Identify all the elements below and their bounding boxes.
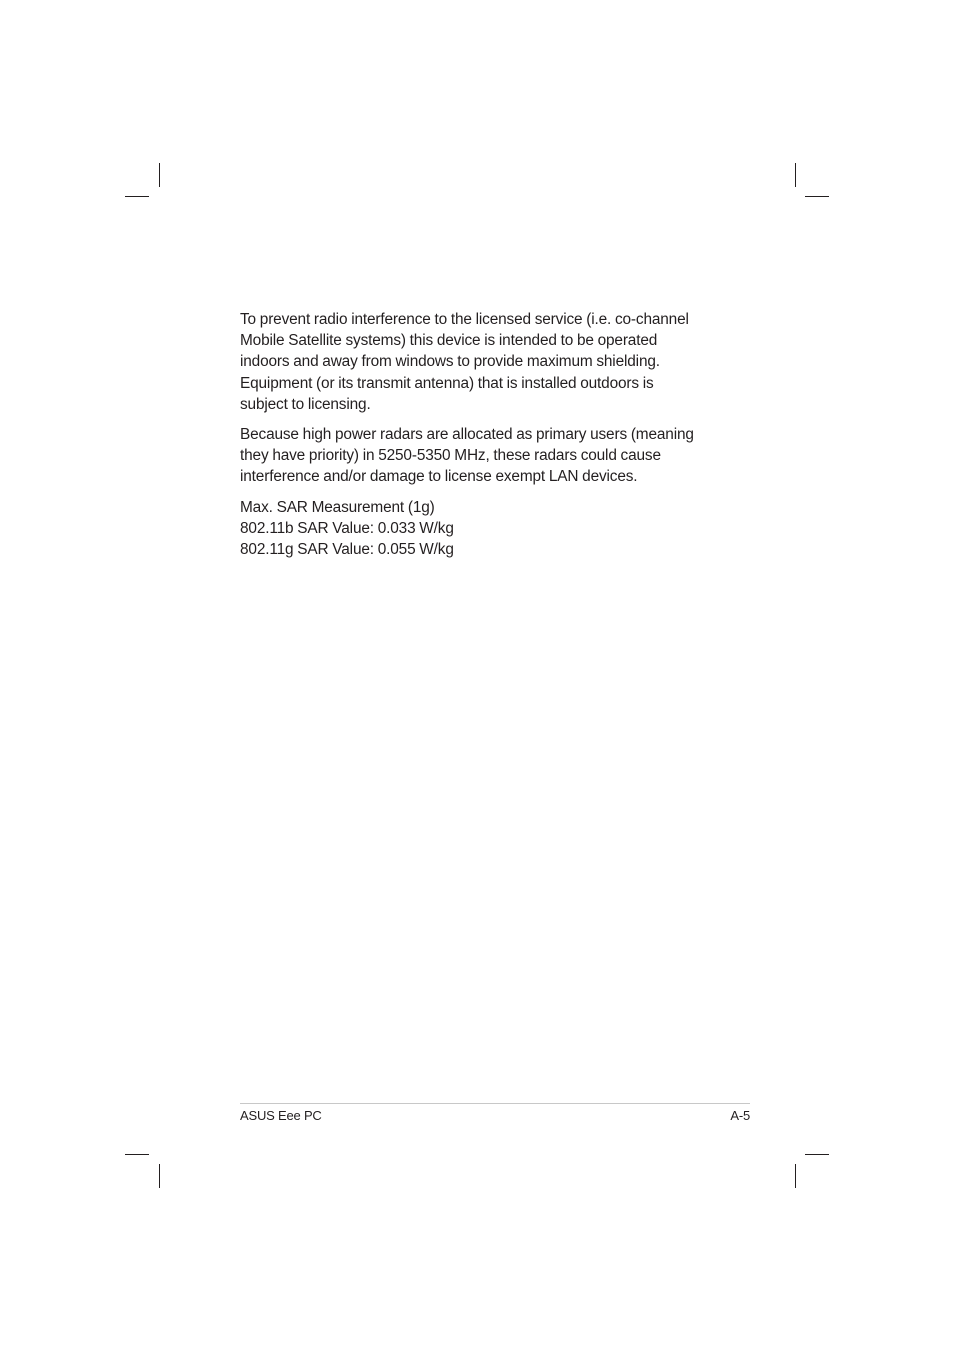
text-line: they have priority) in 5250-5350 MHz, these radars could cause [240,447,661,465]
paragraph-sar-values [240,497,718,561]
crop-mark-bottom-left-vertical [159,1164,160,1188]
paragraph-high-power-radars [240,424,718,488]
text-line: Equipment (or its transmit antenna) that is installed outdoors is [240,374,654,392]
text-line: Mobile Satellite systems) this device is intended to be operated [240,332,658,350]
crop-mark-top-right-vertical [795,163,796,187]
text-line: interference and/or damage to license exempt LAN devices. [240,468,638,486]
text-line: 802.11b SAR Value: 0.033 W/kg [240,519,454,537]
text-line: Because high power radars are allocated as primary users (meaning [240,426,694,444]
footer-divider [240,1103,750,1104]
footer-product-name: ASUS Eee PC [240,1108,322,1123]
crop-mark-top-right-horizontal [805,196,829,197]
crop-mark-top-left-horizontal [125,196,149,197]
crop-mark-bottom-right-vertical [795,1164,796,1188]
footer-page-number: A-5 [730,1108,750,1123]
text-line: To prevent radio interference to the licensed service (i.e. co-channel [240,311,689,328]
text-line: indoors and away from windows to provide maximum shielding. [240,353,660,371]
text-line: subject to licensing. [240,395,371,413]
crop-mark-bottom-left-horizontal [125,1154,149,1155]
text-line: 802.11g SAR Value: 0.055 W/kg [240,541,454,559]
crop-mark-bottom-right-horizontal [805,1154,829,1155]
text-line: Max. SAR Measurement (1g) [240,498,435,516]
page-body [240,309,718,569]
paragraph-radio-interference [240,309,718,415]
crop-mark-top-left-vertical [159,163,160,187]
